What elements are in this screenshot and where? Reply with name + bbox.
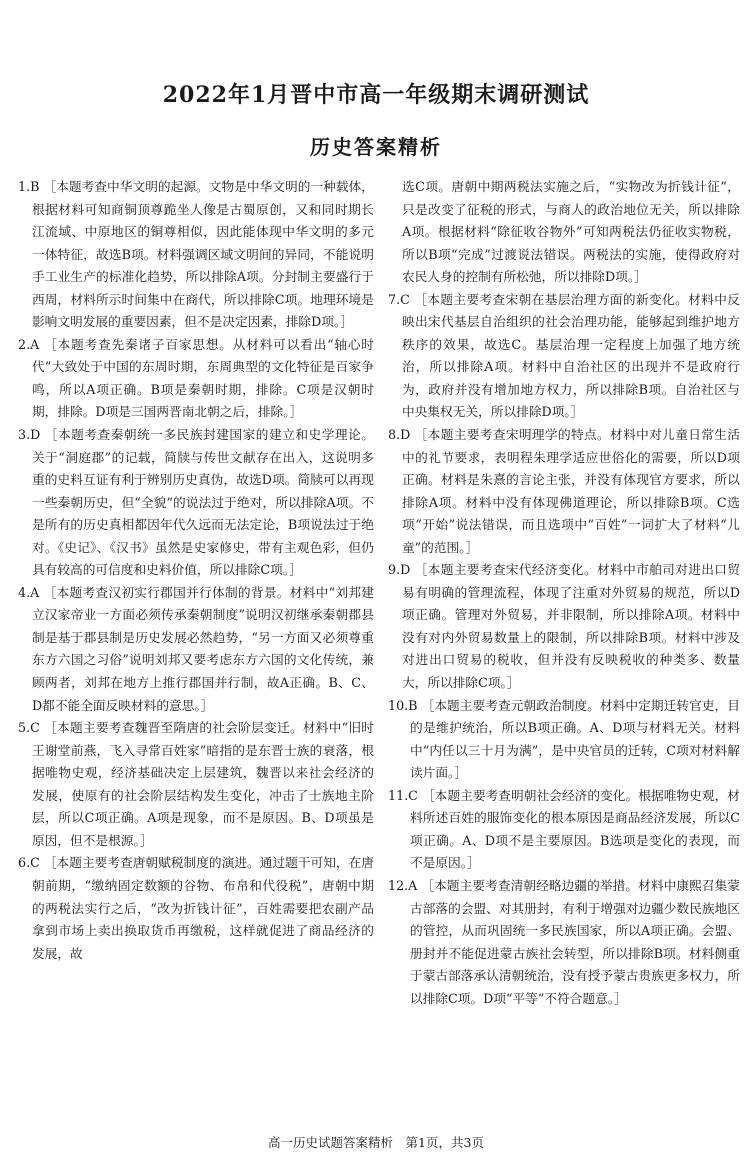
right-column	[388, 176, 740, 1010]
answer-item-5: 5.C ［本题主要考查魏晋至隋唐的社会阶层变迁。材料中“旧时王谢堂前燕，飞入寻常百姓家”暗指的是东晋士族的衰落，根据唯物史观，经济基础决定上层建筑，魏晋以来社会经济的发展，使原有的社会阶层结构发生变化，冲击了士族地主阶层，所以C项正确。A项是现象，而不是原因。B、D项虽是原因，但不是根源。］	[18, 720, 374, 848]
answer-item-4: 4.A ［本题考查汉初实行郡国并行体制的背景。材料中“刘邦建立汉家帝业一方面必须传承秦朝制度”说明汉初继承秦朝郡县制是基于郡县制是历史发展必然趋势，“另一方面又必须尊重东方六国之习俗”说明刘邦又要考虑东方六国的文化传统，兼顾两者，刘邦在地方上推行郡国并行制，故A正确。B、C、D都不能全面反映材料的意思。］	[18, 584, 374, 713]
answer-item-11: 11.C ［本题主要考查明朝社会经济的变化。根据唯物史观，材料所述百姓的服饰变化的根本原因是商品经济发展，所以C项正确。A、D项不是主要原因。B选项是变化的表现，而不是原因。］	[388, 787, 740, 871]
answer-item-9: 9.D ［本题主要考查宋代经济变化。材料中市舶司对进出口贸易有明确的管理流程，体现了注重对外贸易的规范，所以D项正确。管理对外贸易，并非限制，所以排除A项。材料中没有对内外贸易数量上的限制，所以排除B项。材料中涉及对进出口贸易的税收，但并没有反映税收的种类多、数量大，所以排除C项。］	[388, 562, 740, 691]
page-title: 2022年1月晋中市高一年级期末调研测试	[162, 82, 590, 108]
left-column	[18, 176, 374, 965]
answer-item-1: 1.B ［本题考查中华文明的起源。文物是中华文明的一种载体，根据材料可知商铜顶尊跪坐人像是古蜀原创，又和同时期长江流域、中原地区的铜尊相似，因此能体现中华文明的多元一体特征，故选B项。材料强调区域文明间的异同，不能说明手工业生产的标准化趋势，所以排除A项。分封制主要盛行于西周，材料所示时间集中在商代，所以排除C项。地理环境是影响文明发展的重要因素，但不是决定因素，排除D项。］	[18, 179, 374, 330]
answer-item-6-continued: 选C项。唐朝中期两税法实施之后，“实物改为折钱计征”，只是改变了征税的形式，与商人的政治地位无关，所以排除A项。根据材料“除征收谷物外”可知两税法仍征收实物税，所以B项“完成”过渡说法错误。两税法的实施，使得政府对农民人身的控制有所松弛，所以排除D项。］	[402, 179, 740, 285]
answer-item-2: 2.A ［本题考查先秦诸子百家思想。从材料可以看出“轴心时代”大致处于中国的东周时期，东周典型的文化特征是百家争鸣，所以A项正确。B项是秦朝时期，排除。C项是汉朝时期，排除。D项是三国两晋南北朝之后，排除。］	[18, 336, 374, 420]
answer-item-6: 6.C ［本题主要考查唐朝赋税制度的演进。通过题干可知，在唐朝前期，“缴纳固定数额的谷物、布帛和代役税”，唐朝中期的两税法实行之后，“改为折钱计征”，百姓需要把农副产品拿到市场上卖出换取货币再缴税，这样就促进了商品经济的发展，故	[18, 855, 374, 961]
answer-item-12: 12.A ［本题主要考查清朝经略边疆的举措。材料中康熙召集蒙古部落的会盟、对其册封，有利于增强对边疆少数民族地区的管控，从而巩固统一多民族国家，所以A项正确。会盟、册封并不能促进蒙古族社会转型，所以排除B项。材料侧重于蒙古部落承认清朝统治，没有授予蒙古贵族更多权力，所以排除C项。D项“平等”不符合题意。］	[388, 877, 740, 1006]
answer-item-10: 10.B ［本题主要考查元朝政治制度。材料中定期迁转官吏，目的是维护统治，所以B项正确。A、D项与材料无关。材料中“内任以三十月为满”，是中央官员的迁转，C项对材料解读片面。］	[388, 697, 740, 781]
answer-item-8: 8.D ［本题主要考查宋明理学的特点。材料中对儿童日常生活中的礼节要求，表明程朱理学适应世俗化的需要，所以D项正确。材料是朱熹的言论主张，并没有体现官方要求，所以排除A项。材料中没有体现佛道理论，所以排除B项。C选项“开始”说法错误，而且选项中“百姓”一词扩大了材料“儿童”的范围。］	[388, 427, 740, 555]
answer-item-7: 7.C ［本题主要考查宋朝在基层治理方面的新变化。材料中反映出宋代基层自治组织的社会治理功能，能够起到维护地方秩序的效果，故选C。基层治理一定程度上加强了地方统治，所以排除A项。材料中自治社区的出现并不是政府行为，政府并没有增加地方权力，所以排除B项。自治社区与中央集权无关，所以排除D项。］	[388, 291, 740, 420]
page-footer: 高一历史试题答案精析 第1页，共3页	[268, 1135, 484, 1150]
page-subtitle: 历史答案精析	[310, 135, 442, 159]
answer-item-3: 3.D ［本题考查秦朝统一多民族封建国家的建立和史学理论。关于“洞庭郡”的记载，简牍与传世文献存在出入，这说明多重的史料互证有利于辨别历史真伪，故选D项。简牍可以再现一些秦朝历史，但“全貌”的说法过于绝对，所以排除A项。不是所有的历史真相都因年代久远而无法定论，B项说法过于绝对。《史记》、《汉书》虽然是史家修史，带有主观色彩，但仍具有较高的可信度和史料价值，所以排除C项。］	[18, 427, 374, 578]
